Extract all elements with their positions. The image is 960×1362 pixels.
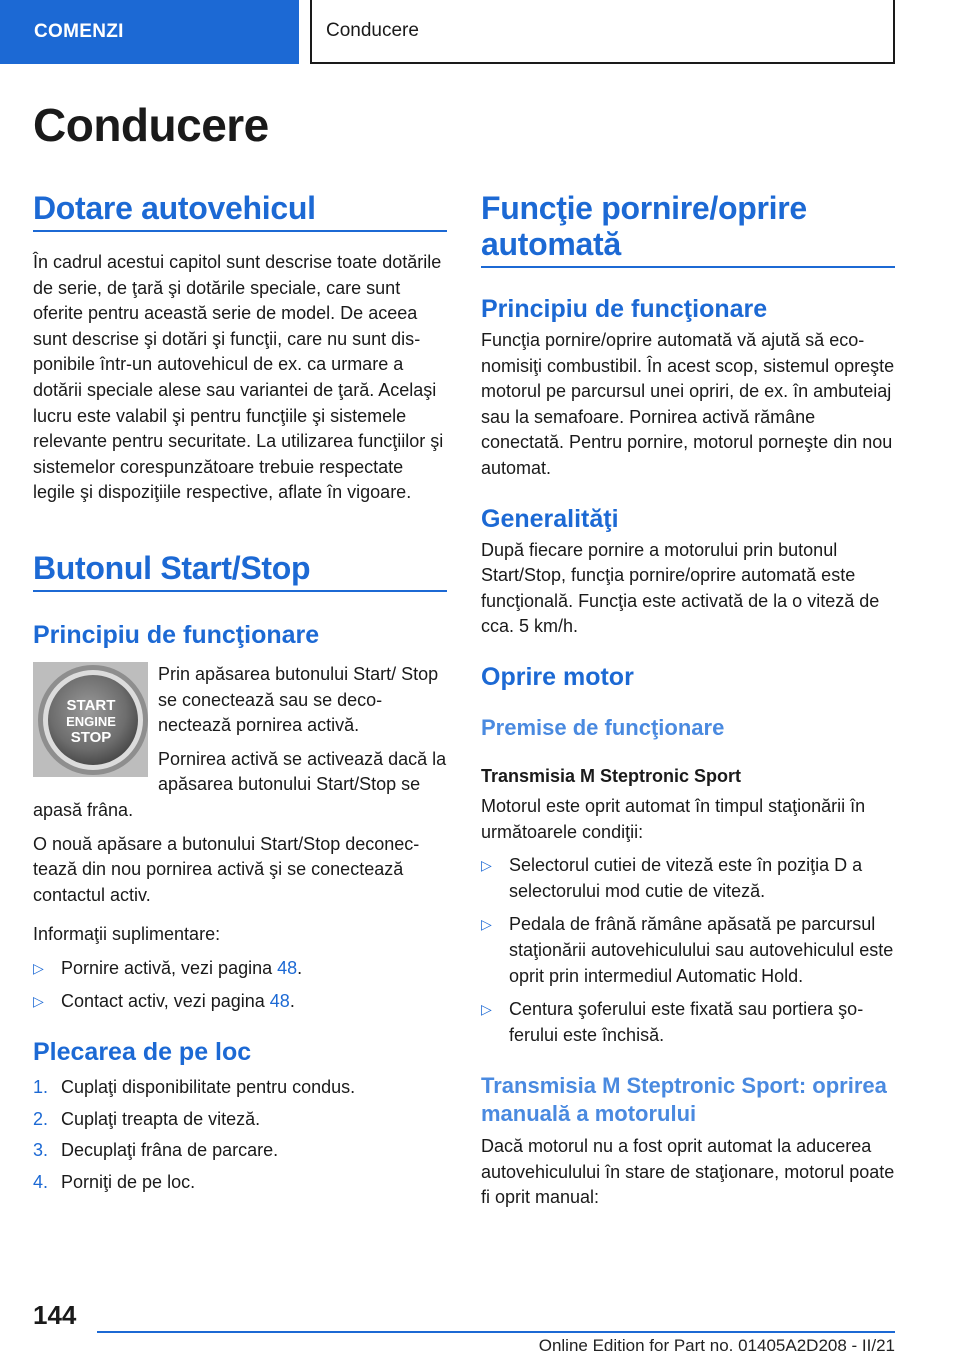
list-item (481, 912, 895, 989)
step-text: Cuplaţi disponibilitate pentru condus. (61, 1077, 356, 1098)
conditions-list (481, 853, 895, 1048)
buton-p3: O nouă apăsare a butonului Start/Stop deconectează din nou pornirea activă şi se conectează contactul activ. (33, 833, 420, 905)
start-engine-stop-button-image (33, 662, 148, 777)
left-column (33, 190, 447, 1195)
condition-text: Centura şoferului este fixată sau portiera şoferului este închisă. (509, 999, 864, 1045)
buton-p2: Pornirea activă se activează dacă la apăsarea butonului Start/Stop se apasă frâna. (33, 748, 447, 820)
section-title-dotare: Dotare autovehicul (33, 190, 447, 232)
footer-edition: Online Edition for Part no. 01405A2D208 - II/21 (538, 1336, 895, 1355)
right-column (481, 190, 895, 1211)
condition-text: Pedala de frână rămâne apăsată pe parcursul staţionării autovehiculului sau autovehiculul este oprit prin intermediul Automatic Hold. (509, 914, 894, 986)
step-text: Porniţi de pe loc. (61, 1171, 196, 1192)
page-link[interactable]: 48 (277, 957, 298, 978)
footer-divider (97, 1331, 895, 1333)
step-number: 1. (33, 1077, 49, 1098)
page-link[interactable]: 48 (269, 991, 290, 1012)
subsection-title-buton-principiu: Principiu de funcţionare (33, 620, 320, 649)
dotare-body: În cadrul acestui capitol sunt descrise toate dotările de serie, de ţară şi dotările speciale, care sunt oferite pentru această serie de model. De aceea sunt descrise şi dotări şi funcţii, care nu sunt disponibile într-un autovehicul de ex. ca urmare a dotării speciale alese sau variantei de ţară. Acelaşi lucru este valabil şi pentru funcţiile şi sistemele relevante pentru securitate. La utilizarea funcţiilor şi sistemelor corespunzătoare trebuie respectate legile şi dispoziţiile respective, aflate în vigoare. (33, 252, 444, 503)
section-tab[interactable]: COMENZI (0, 0, 299, 64)
info-item-text: Contact activ, vezi pagina (61, 991, 270, 1012)
step-text: Cuplaţi treapta de viteză. (61, 1108, 261, 1129)
triangle-bullet-icon: ▷ (481, 1001, 492, 1018)
step-number: 2. (33, 1108, 49, 1129)
triangle-bullet-icon: ▷ (33, 993, 44, 1010)
manual-stop-body: Dacă motorul nu a fost oprit automat la aducerea autovehiculului în stare de staţionare, motorul poate fi oprit manual: (481, 1136, 895, 1208)
step-number: 4. (33, 1171, 49, 1192)
triangle-bullet-icon: ▷ (33, 959, 44, 976)
triangle-bullet-icon: ▷ (481, 857, 492, 874)
oprire-intro: Motorul este oprit automat în timpul staţionării în următoarele condiţii: (481, 795, 866, 842)
subsection-title-generalitati: Generalităţi (481, 504, 619, 533)
start-label: START (66, 696, 116, 714)
principiu-body: Funcţia pornire/oprire automată vă ajută să economisiţi combustibil. În acest scop, sistemul opreşte motorul pe parcursul unei opriri, de ex. în ambuteiaj sau la semafoare. Pornirea activă rămâne conectată. Pentru pornire, motorul porneşte din nou automat. (481, 330, 895, 478)
list-item: ▷ Pornire activă, vezi pagina 48. (33, 956, 447, 982)
buton-text-block (33, 662, 447, 824)
buton-p1: Prin apăsarea butonului Start/ Stop se conectează sau se deconectează pornirea activă. (158, 663, 439, 736)
section-title-functie: Funcţie pornire/oprire automată (481, 190, 895, 268)
engine-label: ENGINE (66, 713, 116, 729)
step-text: Decuplaţi frâna de parcare. (61, 1140, 279, 1161)
info-label: Informaţii suplimentare: (33, 924, 221, 945)
chapter-header: Conducere (310, 0, 895, 64)
list-item (33, 1107, 447, 1133)
step-number: 3. (33, 1140, 49, 1161)
condition-text: Selectorul cutiei de viteză este în poziţia D a selectorului mod cutie de viteză. (509, 855, 863, 901)
subsection-title-principiu: Principiu de funcţionare (481, 295, 768, 323)
list-item (481, 853, 895, 904)
list-item (33, 1170, 447, 1196)
manual-stop-title: Transmisia M Steptronic Sport: oprirea manuală a motorului (481, 1073, 887, 1127)
list-item (33, 1075, 447, 1101)
info-item-text: Pornire activă, vezi pagina (61, 957, 278, 978)
page-title: Conducere (33, 99, 269, 151)
list-item (481, 997, 895, 1048)
start-button-icon (33, 662, 148, 777)
stop-label: STOP (70, 728, 112, 746)
premise-title: Premise de funcţionare (481, 714, 725, 740)
section-title-buton: Butonul Start/Stop (33, 550, 447, 592)
page-number: 144 (33, 1300, 77, 1330)
subsection-title-oprire: Oprire motor (481, 662, 634, 691)
plecarea-steps (33, 1075, 447, 1195)
list-item (33, 1138, 447, 1164)
info-list (33, 956, 447, 1015)
generalitati-body: După fiecare pornire a motorului prin butonul Start/Stop, funcţia pornire/oprire automată este funcţională. Funcţia este activată de la o viteză de cca. 5 km/h. (481, 539, 880, 637)
transmisia-label: Transmisia M Steptronic Sport (481, 765, 742, 786)
triangle-bullet-icon: ▷ (481, 916, 492, 933)
list-item: ▷ Contact activ, vezi pagina 48. (33, 989, 447, 1015)
subsection-title-plecarea: Plecarea de pe loc (33, 1038, 252, 1067)
